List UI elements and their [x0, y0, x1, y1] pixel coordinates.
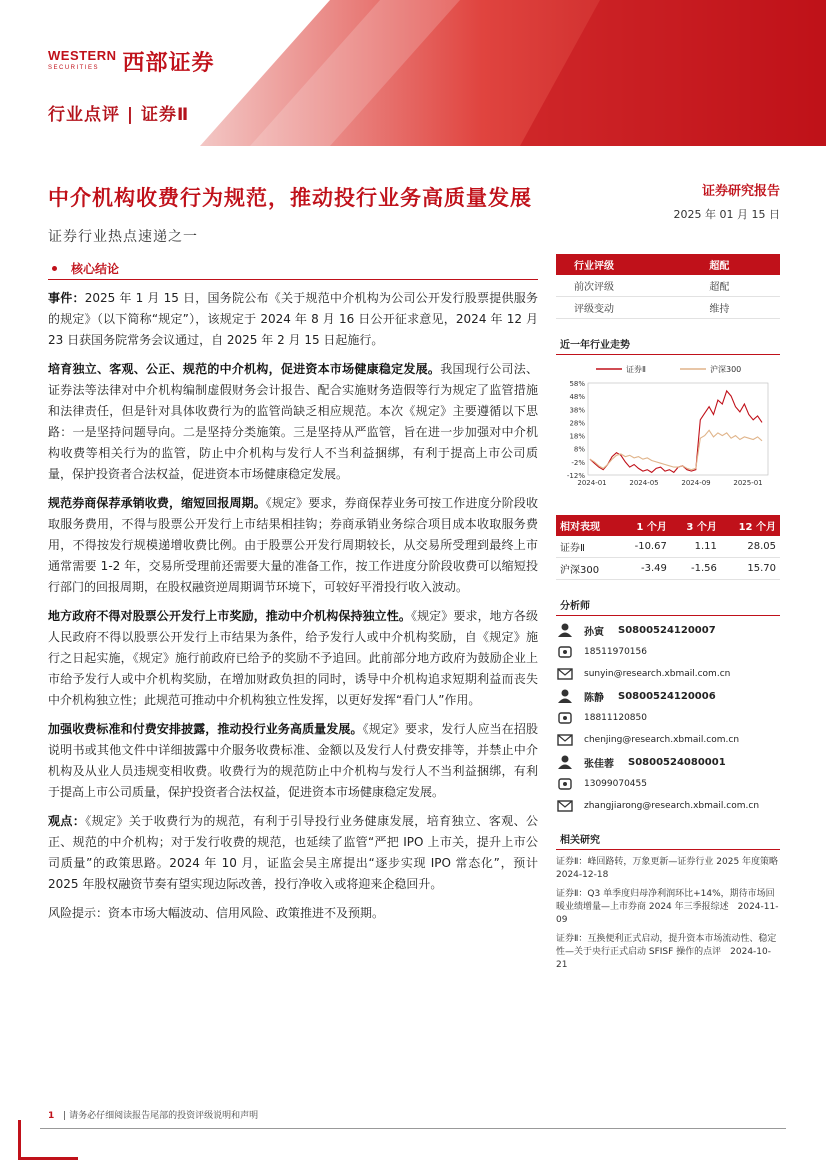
logo-english: [48, 47, 117, 74]
email-icon: [556, 799, 574, 813]
analyst-email[interactable]: chenjing@research.xbmail.com.cn: [584, 735, 740, 745]
sector-label: 行业点评 | 证券Ⅱ: [48, 105, 190, 125]
report-title: 中介机构收费行为规范，推动投行业务高质量发展: [48, 186, 532, 210]
trend-heading: 近一年行业走势: [556, 333, 780, 355]
core-paragraph: [48, 493, 538, 598]
analyst-phone: 18811120850: [584, 713, 647, 723]
x-tick-label: 2024-09: [681, 479, 711, 487]
paragraph-lead: 事件：: [48, 291, 85, 305]
core-paragraph: [48, 359, 538, 485]
y-tick-label: 18%: [569, 432, 585, 441]
y-tick-label: 58%: [569, 380, 585, 388]
paragraph-text: 《规定》关于收费行为的规范，有利于引导投行业务健康发展，培育独立、客观、公正、规范的中介机构；对于发行收费的规范，也延续了监管“严把 IPO 上市关，提升上市公司质量”的政策思路。2024 年 10 月，证监会吴主席提出“逐步实现 IPO 常态化”，预计 2025 年股权融资节奏有望实现边际改善，投行净收入或将迎来企稳回升。: [48, 814, 538, 891]
perf-header: 12 个月: [721, 515, 780, 536]
core-heading: [48, 258, 538, 280]
corner-mark: [18, 1120, 21, 1160]
analyst-phone-row: [556, 776, 780, 792]
rating-header-value: 超配: [691, 254, 780, 275]
analyst-name: 陈静: [584, 692, 604, 704]
company-logo: [48, 46, 215, 77]
analyst-email-row: [556, 732, 780, 748]
paragraph-text: 2025 年 1 月 15 日，国务院公布《关于规范中介机构为公司公开发行股票提供服务的规定》（以下简称“规定”），该规定于 2024 年 8 月 16 日公开征求意见，2024 年 12 月 23 日获国务院常务会议通过，自 2025 年 2 月 15 日起施行。: [48, 291, 538, 347]
email-icon: [556, 667, 574, 681]
y-tick-label: 48%: [569, 393, 585, 402]
series-line: [590, 430, 762, 469]
paragraph-text: 《规定》要求，地方各级人民政府不得以股票公开发行上市结果为条件，给予发行人或中介机构奖励，自《规定》施行之日起实施，《规定》施行前政府已给予的奖励不予追回。此前部分地方政府为鼓励企业上市给予发行人或中介机构奖励，在增加财政负担的同时，诱导中介机构追求短期利益而丧失中介机构独立性；此规范可推动中介机构独立性发挥，以更好发挥“看门人”作用。: [48, 609, 538, 707]
related-list: [556, 856, 788, 972]
paragraph-text: 《规定》要求，发行人应当在招股说明书或其他文件中详细披露中介服务收费标准、金额以及发行人付费安排等，并禁止中介机构及从业人员违规变相收费。收费行为的规范防止中介机构与发行人不当利益捆绑，有利于提高上市公司质量，保护投资者合法权益，促进资本市场健康稳定发展。: [48, 722, 538, 799]
analyst-phone: 18511970156: [584, 647, 647, 657]
related-report-link[interactable]: 证券Ⅱ：互换便利正式启动，提升资本市场流动性、稳定性—关于央行正式启动 SFISF 操作的点评 2024-10-21: [556, 934, 777, 970]
y-tick-label: 38%: [569, 406, 585, 415]
core-paragraph: [48, 606, 538, 711]
rating-row-label: 评级变动: [556, 297, 691, 319]
legend-label: 沪深300: [710, 365, 742, 374]
core-paragraph: [48, 811, 538, 895]
y-tick-label: 28%: [569, 419, 585, 428]
perf-cell: 证券Ⅱ: [556, 536, 618, 558]
core-heading-text: 核心结论: [71, 262, 120, 276]
analyst-name-row: [556, 622, 780, 638]
phone-icon: [556, 777, 574, 791]
rating-table: [556, 254, 780, 319]
person-icon: [556, 689, 574, 703]
analyst-heading: 分析师: [556, 594, 780, 616]
paragraph-lead: 规范券商保荐承销收费，缩短回报周期。: [48, 496, 266, 510]
analyst-cert: S0800524080001: [628, 756, 726, 768]
paragraph-lead: 培育独立、客观、公正、规范的中介机构，促进资本市场健康稳定发展。: [48, 362, 441, 376]
paragraph-text: 《规定》要求，券商保荐业务可按工作进度分阶段收取服务费用，不得与股票公开发行上市结果相挂钩；券商承销业务综合项目成本收取服务费用，不得按发行规模递增收费比例。由于股票公开发行周期较长，从交易所受理到最终上市通常需要 1-2 年，交易所受理前还需要大量的准备工作，按工作进度分阶段收费可以缩短投行部门的回报周期，在股权融资逆周期调节环境下，可较好平滑投行收入波动。: [48, 496, 538, 594]
related-report-link[interactable]: 证券Ⅱ：Q3 单季度归母净利润环比+14%，期待市场回暖业绩增量—上市券商 2024 年三季报综述 2024-11-09: [556, 889, 779, 925]
logo-en-sub: SECURITIES: [48, 64, 100, 71]
phone-icon: [556, 645, 574, 659]
analyst-cert: S0800524120006: [618, 690, 716, 702]
performance-table: [556, 515, 780, 580]
perf-header: 3 个月: [671, 515, 721, 536]
trend-chart: [556, 359, 780, 499]
analyst-email[interactable]: sunyin@research.xbmail.com.cn: [584, 669, 731, 679]
analyst-name-row: [556, 688, 780, 704]
bullet-icon: [52, 266, 57, 271]
rating-row-label: 前次评级: [556, 275, 691, 297]
logo-en-text: WESTERN: [48, 47, 117, 63]
x-tick-label: 2025-01: [733, 479, 763, 487]
perf-cell: -3.49: [618, 558, 670, 580]
page-number: 1: [48, 1111, 55, 1121]
y-tick-label: 8%: [573, 445, 585, 454]
related-report-link[interactable]: 证券Ⅱ：峰回路转，万象更新—证券行业 2025 年度策略 2024-12-18: [556, 857, 788, 880]
paragraph-lead: 地方政府不得对股票公开发行上市奖励，推动中介机构保持独立性。: [48, 609, 411, 623]
report-date: 2025 年 01 月 15 日: [673, 208, 780, 221]
perf-cell: -1.56: [671, 558, 721, 580]
footer-divider: |: [63, 1111, 67, 1121]
phone-icon: [556, 711, 574, 725]
analyst-phone-row: [556, 644, 780, 660]
report-type: 证券研究报告: [701, 184, 780, 199]
analyst-phone-row: [556, 710, 780, 726]
footer-line: [40, 1128, 786, 1129]
analyst-phone: 13099070455: [584, 779, 647, 789]
paragraph-text: 我国现行公司法、证券法等法律对中介机构编制虚假财务会计报告、配合实施财务造假等行为规定了监管措施和法律责任，但是针对具体收费行为的监管尚缺乏相应规范。本次《规定》主要遵循以下思路：一是坚持问题导向。二是坚持分类施策。三是坚持从严监管，旨在进一步加强对中介机构收费等相关行为的监管，防止中介机构与发行人不当利益捆绑，有利于提高上市公司质量，保护投资者合法权益，促进资本市场健康稳定发展。: [48, 362, 538, 481]
rating-header-label: 行业评级: [556, 254, 691, 275]
perf-cell: 28.05: [721, 536, 780, 558]
perf-cell: 1.11: [671, 536, 721, 558]
perf-cell: 沪深300: [556, 558, 618, 580]
core-paragraph: [48, 288, 538, 351]
analyst-email-row: [556, 798, 780, 814]
analyst-email[interactable]: zhangjiarong@research.xbmail.com.cn: [584, 801, 760, 811]
core-paragraphs: [48, 288, 538, 924]
corner-mark: [18, 1157, 78, 1160]
perf-header: 1 个月: [618, 515, 670, 536]
analyst-name-row: [556, 754, 780, 770]
email-icon: [556, 733, 574, 747]
core-paragraph: [48, 903, 538, 924]
y-tick-label: -12%: [566, 472, 585, 480]
report-subtitle: 证券行业热点速递之一: [48, 229, 198, 245]
analyst-cert: S0800524120007: [618, 624, 716, 636]
analyst-name: 张佳蓉: [584, 758, 614, 770]
rating-row-value: 维持: [691, 297, 780, 319]
paragraph-text: 风险提示：资本市场大幅波动、信用风险、政策推进不及预期。: [48, 906, 385, 920]
related-heading: 相关研究: [556, 828, 780, 850]
sidebar: [556, 254, 788, 972]
analyst-list: [556, 622, 780, 814]
y-tick-label: -2%: [571, 458, 585, 467]
analyst-email-row: [556, 666, 780, 682]
footer-note: 请务必仔细阅读报告尾部的投资评级说明和声明: [69, 1111, 259, 1121]
legend-label: 证券Ⅱ: [626, 365, 646, 374]
paragraph-lead: 观点：: [48, 814, 86, 828]
rating-row-value: 超配: [691, 275, 780, 297]
paragraph-lead: 加强收费标准和付费安排披露，推动投行业务高质量发展。: [48, 722, 363, 736]
perf-header: 相对表现: [556, 515, 618, 536]
main-content: [48, 258, 538, 924]
series-line: [590, 391, 762, 473]
footer: [48, 1108, 258, 1121]
perf-cell: 15.70: [721, 558, 780, 580]
core-paragraph: [48, 719, 538, 803]
person-icon: [556, 623, 574, 637]
person-icon: [556, 755, 574, 769]
plot-frame: [588, 383, 768, 475]
x-tick-label: 2024-01: [577, 479, 607, 487]
perf-cell: -10.67: [618, 536, 670, 558]
logo-chinese: 西部证券: [122, 51, 215, 76]
analyst-name: 孙寅: [584, 626, 604, 638]
header-banner: [0, 0, 826, 146]
x-tick-label: 2024-05: [629, 479, 659, 487]
